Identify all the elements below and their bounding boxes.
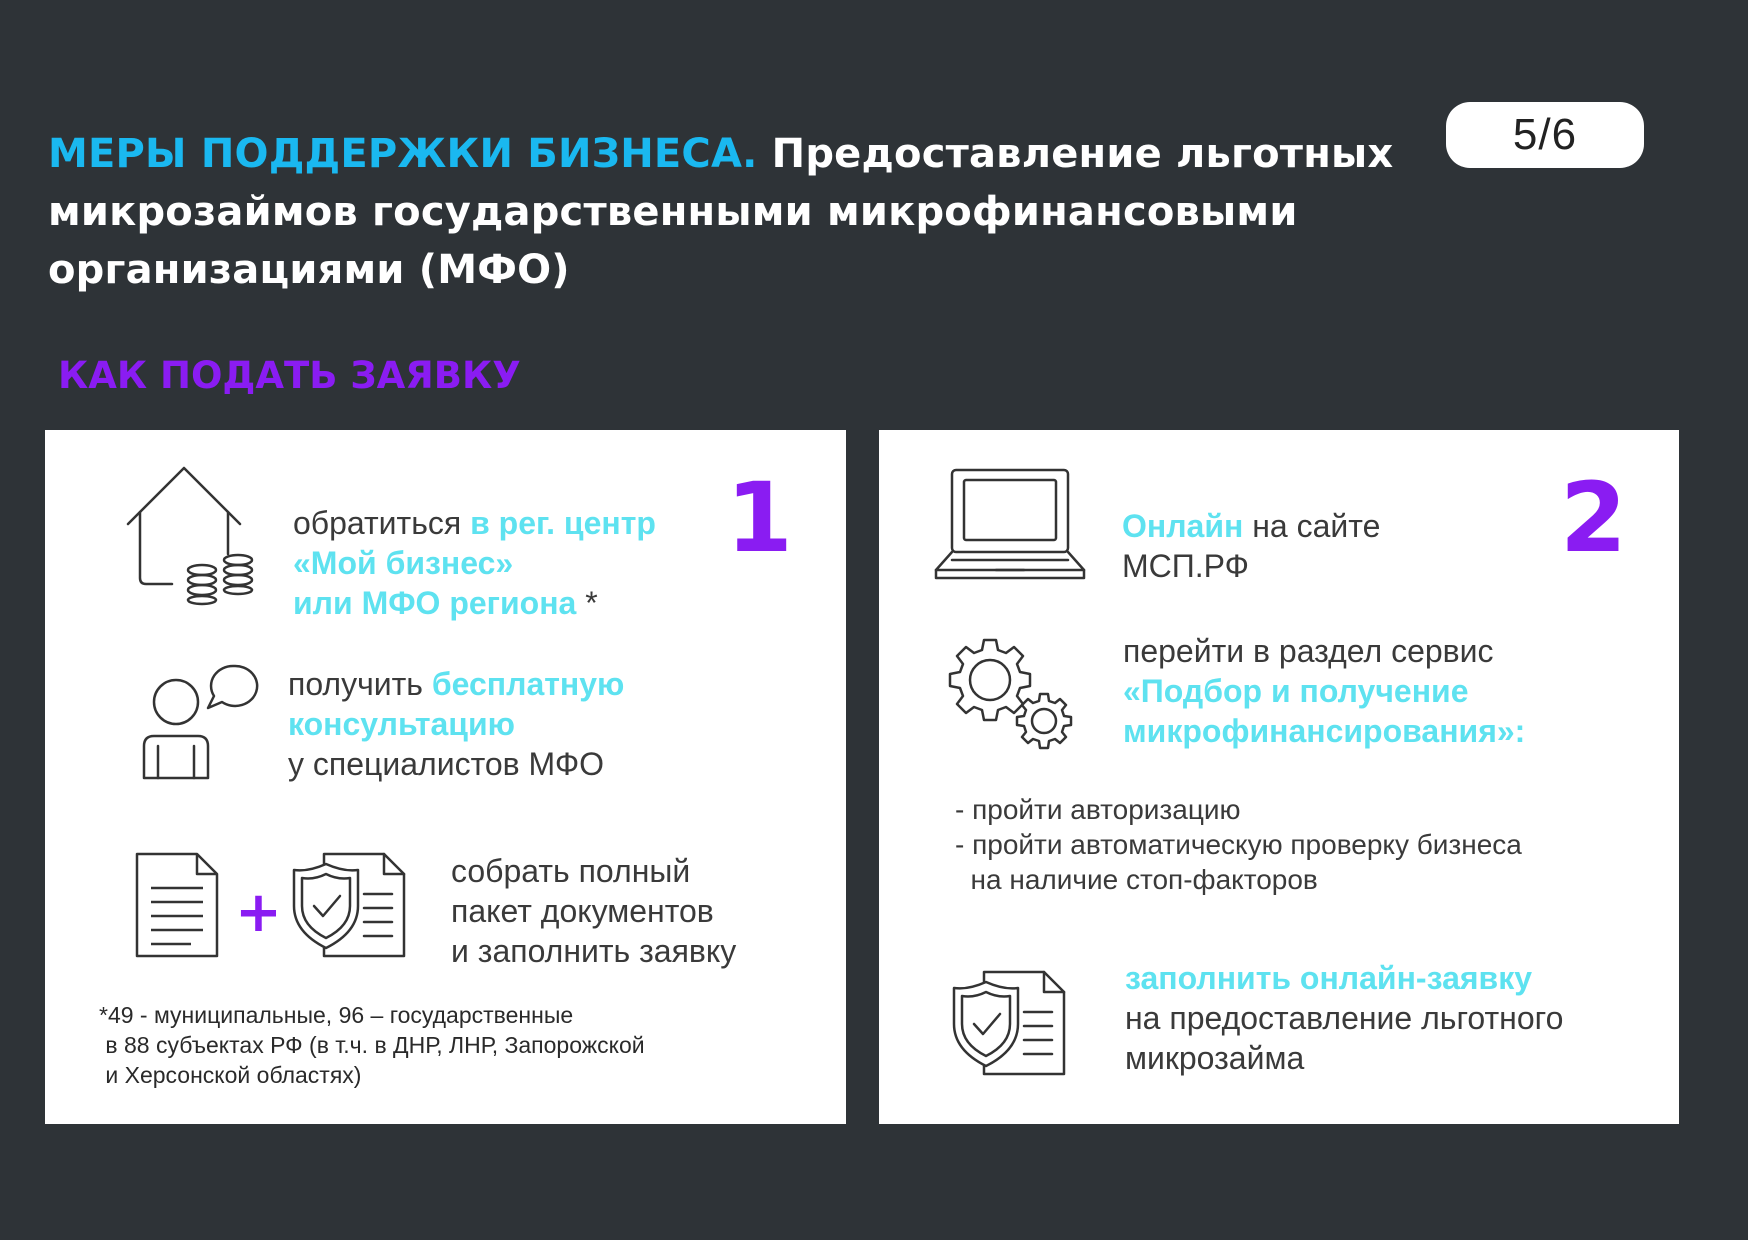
online-form-text xyxy=(1125,958,1563,1078)
document-icon xyxy=(133,850,223,960)
footnote-line-3: и Херсонской областях) xyxy=(99,1062,362,1088)
step1-highlight-3: или МФО региона xyxy=(293,585,577,621)
footnote-line-2: в 88 субъектах РФ (в т.ч. в ДНР, ЛНР, Запорожской xyxy=(99,1032,645,1058)
online-rest: на сайте xyxy=(1243,508,1381,544)
title-accent: МЕРЫ ПОДДЕРЖКИ БИЗНЕСА. xyxy=(48,131,758,177)
service-step-text xyxy=(1123,631,1525,751)
service-highlight-2: микрофинансирования»: xyxy=(1123,713,1526,749)
step3-line-3: и заполнить заявку xyxy=(451,933,737,969)
plus-sign: + xyxy=(235,880,282,945)
footnote-line-1: *49 - муниципальные, 96 – государственные xyxy=(99,1002,574,1028)
title-part-2: микрозаймов государственными микрофинансовыми xyxy=(48,189,1298,235)
online-form-line-3: микрозайма xyxy=(1125,1040,1305,1076)
title-part-1: Предоставление льготных xyxy=(757,131,1394,177)
step3-line-2: пакет документов xyxy=(451,893,714,929)
step1-highlight-2: «Мой бизнес» xyxy=(293,545,514,581)
site-name: МСП.РФ xyxy=(1122,548,1249,584)
step2-highlight-2: консультацию xyxy=(288,706,515,742)
online-step-text xyxy=(1122,506,1380,586)
step2-line-3: у специалистов МФО xyxy=(288,746,605,782)
step1-asterisk: * xyxy=(576,585,598,621)
online-form-highlight: заполнить онлайн-заявку xyxy=(1125,960,1533,996)
shield-document-icon xyxy=(290,850,410,960)
service-highlight-1: «Подбор и получение xyxy=(1123,673,1469,709)
step2-highlight-1: бесплатную xyxy=(431,666,625,702)
bullet-2-continued: на наличие стоп-факторов xyxy=(955,864,1318,895)
step1-highlight-1: в рег. центр xyxy=(470,505,656,541)
online-highlight: Онлайн xyxy=(1122,508,1244,544)
gears-icon xyxy=(946,638,1074,752)
laptop-icon xyxy=(934,466,1086,584)
bullet-list xyxy=(955,792,1522,897)
bullet-2: - пройти автоматическую проверку бизнеса xyxy=(955,829,1522,860)
online-form-line-2: на предоставление льготного xyxy=(1125,1000,1564,1036)
page-title xyxy=(48,125,1394,299)
step2-text xyxy=(288,664,624,784)
step-number-2: 2 xyxy=(1560,462,1627,574)
step2-prefix: получить xyxy=(288,666,432,702)
service-line-1: перейти в раздел сервис xyxy=(1123,633,1494,669)
step1-text xyxy=(293,503,656,623)
bullet-1: - пройти авторизацию xyxy=(955,794,1241,825)
title-part-3: организациями (МФО) xyxy=(48,247,570,293)
house-coins-icon xyxy=(124,466,264,606)
shield-document-icon xyxy=(950,968,1070,1078)
step3-line-1: собрать полный xyxy=(451,853,691,889)
footnote xyxy=(99,1000,645,1090)
step3-text xyxy=(451,851,736,971)
section-title: КАК ПОДАТЬ ЗАЯВКУ xyxy=(58,354,521,397)
step1-prefix: обратиться xyxy=(293,505,471,541)
step-number-1: 1 xyxy=(726,462,793,574)
person-chat-icon xyxy=(138,662,268,782)
page-indicator: 5/6 xyxy=(1446,102,1644,168)
